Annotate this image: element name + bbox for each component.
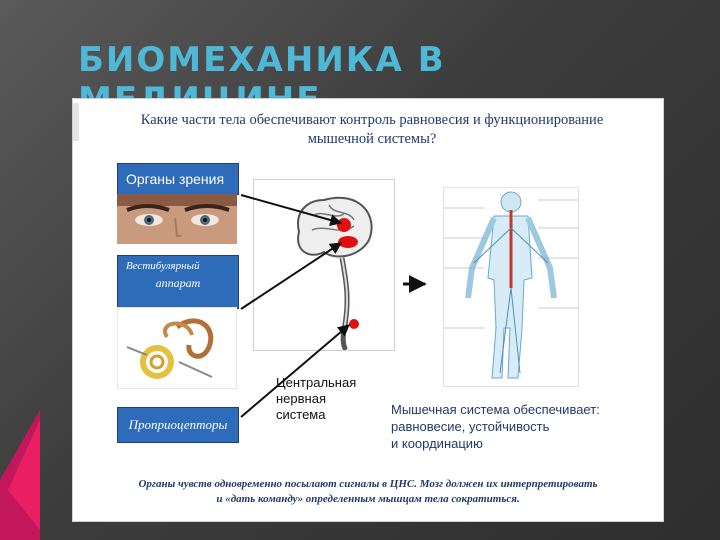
arrow-vision: [241, 195, 341, 223]
proprioceptors-label: Проприоцепторы: [128, 417, 228, 432]
bottom-line-1: Органы чувств одновременно посылают сигналы в ЦНС. Мозг должен их интерпретировать: [138, 478, 598, 490]
body-system-image: [443, 187, 579, 387]
content-panel: [72, 98, 664, 522]
bottom-note: [83, 477, 653, 507]
bottom-line-2: и «дать команду» определенным мышцам тела сократиться.: [216, 493, 520, 505]
cns-line-3: система: [276, 407, 326, 422]
cns-line-1: Центральная: [276, 375, 357, 390]
slide-title: БИОМЕХАНИКА В: [78, 40, 446, 80]
muscle-system-label: [391, 401, 663, 452]
cns-label: [276, 375, 386, 423]
arrow-vestibular: [241, 243, 341, 309]
muscle-line-3: и координацию: [391, 436, 483, 451]
vestibular-label-2: аппарат: [155, 276, 201, 290]
muscle-line-2: равновесие, устойчивость: [391, 419, 550, 434]
vision-organs-label: Органы зрения: [126, 171, 225, 187]
muscle-line-1: Мышечная система обеспечивает:: [391, 402, 600, 417]
question-line-1: Какие части тела обеспечивают контроль равновесия и функционирование: [140, 112, 604, 128]
cns-line-2: нервная: [276, 391, 326, 406]
vestibular-label-1: Вестибулярный: [126, 260, 200, 272]
question-line-2: мышечной системы?: [307, 131, 437, 147]
pink-corner-decoration: [0, 410, 40, 540]
